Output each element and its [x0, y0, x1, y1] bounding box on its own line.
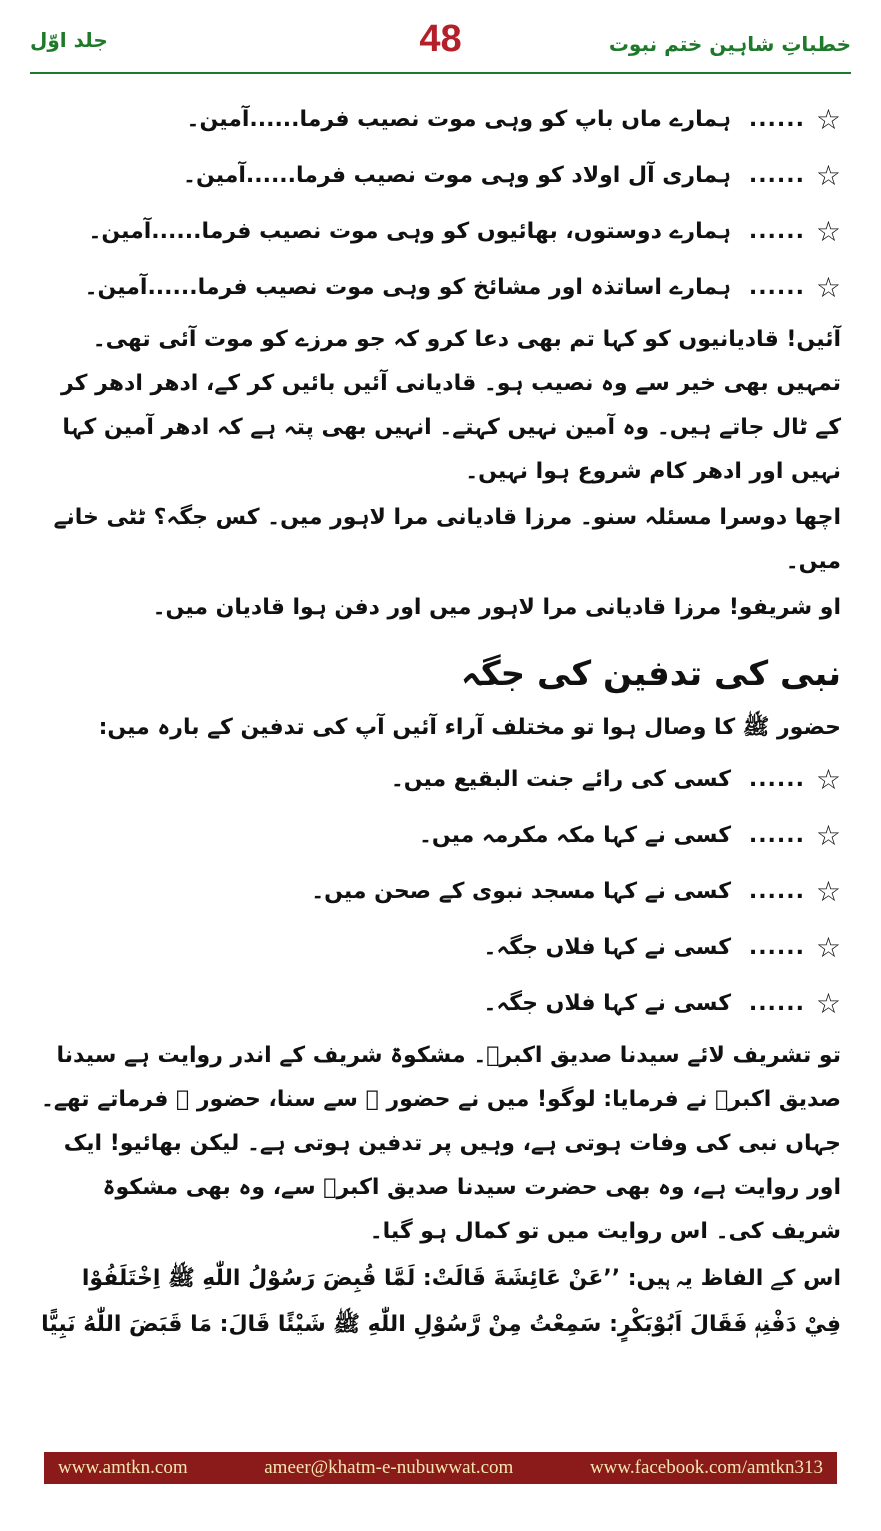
page-body [40, 92, 841, 1350]
bullet-dots: ...... [748, 935, 805, 960]
star-icon: ☆ [815, 159, 841, 192]
list-item [40, 920, 841, 976]
bullet-text: ہمارے ماں باپ کو وہی موت نصیب فرما......آمین۔ [186, 107, 731, 132]
page-number: 48 [419, 18, 462, 60]
star-icon: ☆ [815, 931, 841, 964]
section-heading: نبی کی تدفین کی جگہ [460, 654, 841, 694]
bullet-text: کسی کی رائے جنت البقیع میں۔ [390, 767, 731, 792]
email-link[interactable]: ameer@khatm-e-nubuwwat.com [264, 1457, 514, 1478]
bullet-text: ہمارے دوستوں، بھائیوں کو وہی موت نصیب فرما......آمین۔ [88, 219, 731, 244]
bullet-dots: ...... [748, 767, 805, 792]
list-item [40, 976, 841, 1032]
list-item [40, 752, 841, 808]
bullet-dots: ...... [748, 879, 805, 904]
page-header [30, 18, 851, 66]
list-item [40, 92, 841, 148]
bullet-text: ہماری آل اولاد کو وہی موت نصیب فرما......آمین۔ [183, 163, 731, 188]
body-paragraph: آئیں! قادیانیوں کو کہا تم بھی دعا کرو کہ جو مرزے کو موت آئی تھی۔ تمہیں بھی خیر سے وہ نصیب ہو۔ قادیانی آئیں بائیں کر کے، ادھر ادھر کر کے ٹال جاتے ہیں۔ وہ آمین نہیں کہتے۔ انہیں بھی پتہ ہے کہ ادھر آمین کہا نہیں اور ادھر کام شروع ہوا نہیں۔ [60, 327, 841, 484]
volume-label: جلد اوّل [30, 28, 108, 52]
bullet-text: کسی نے کہا فلاں جگہ۔ [483, 991, 731, 1016]
star-icon: ☆ [815, 103, 841, 136]
facebook-link[interactable]: www.facebook.com/amtkn313 [589, 1457, 823, 1478]
star-icon: ☆ [815, 763, 841, 796]
star-icon: ☆ [815, 215, 841, 248]
body-paragraph: تو تشریف لائے سیدنا صدیق اکبرؓ۔ مشکوۃ شریف کے اندر روایت ہے سیدنا صدیق اکبرؓ نے فرمایا: لوگو! میں نے حضور ﷺ سے سنا، حضور ﷺ فرماتے تھے۔ جہاں نبی کی وفات ہوتی ہے، وہیں پر تدفین ہوتی ہے۔ لیکن بھائیو! ایک اور روایت ہے، وہ بھی حضرت سیدنا صدیق اکبرؓ سے، وہ بھی مشکوۃ شریف کی۔ اس روایت میں تو کمال ہو گیا۔ [41, 1043, 841, 1244]
page-footer [44, 1452, 837, 1484]
bullet-dots: ...... [748, 163, 805, 188]
book-title: خطباتِ شاہین ختم نبوت [608, 32, 851, 56]
header-rule [30, 72, 851, 74]
bullet-text: ہمارے اساتذہ اور مشائخ کو وہی موت نصیب فرما......آمین۔ [84, 275, 731, 300]
list-item [40, 148, 841, 204]
list-item [40, 808, 841, 864]
body-paragraph: اچھا دوسرا مسئلہ سنو۔ مرزا قادیانی مرا لاہور میں۔ کس جگہ؟ ٹٹی خانے میں۔ [53, 505, 841, 574]
star-icon: ☆ [815, 987, 841, 1020]
arabic-quote-paragraph: اس کے الفاظ یہ ہیں: ’’عَنْ عَائِشَةَ قَالَتْ: لَمَّا قُبِضَ رَسُوْلُ اللّٰهِ ﷺ اِخْتَلَفُوْا فِيْ دَفْنِهٖ فَقَالَ اَبُوْبَكْرٍ: سَمِعْتُ مِنْ رَّسُوْلِ اللّٰهِ ﷺ شَيْئًا قَالَ: مَا قَبَضَ اللّٰهُ نَبِيًّا [41, 1266, 841, 1337]
bullet-dots: ...... [748, 991, 805, 1016]
intro-paragraph: حضور ﷺ کا وصال ہوا تو مختلف آراء آئیں آپ کی تدفین کے بارہ میں: [98, 715, 841, 740]
bullet-dots: ...... [748, 275, 805, 300]
star-icon: ☆ [815, 819, 841, 852]
bullet-dots: ...... [748, 823, 805, 848]
bullet-text: کسی نے کہا مسجد نبوی کے صحن میں۔ [311, 879, 731, 904]
list-item [40, 260, 841, 316]
list-item [40, 864, 841, 920]
star-icon: ☆ [815, 271, 841, 304]
bullet-dots: ...... [748, 107, 805, 132]
body-paragraph: او شریفو! مرزا قادیانی مرا لاہور میں اور دفن ہوا قادیان میں۔ [152, 595, 841, 620]
website-link[interactable]: www.amtkn.com [58, 1457, 188, 1478]
star-icon: ☆ [815, 875, 841, 908]
bullet-text: کسی نے کہا فلاں جگہ۔ [483, 935, 731, 960]
bullet-text: کسی نے کہا مکہ مکرمہ میں۔ [418, 823, 731, 848]
list-item [40, 204, 841, 260]
bullet-dots: ...... [748, 219, 805, 244]
